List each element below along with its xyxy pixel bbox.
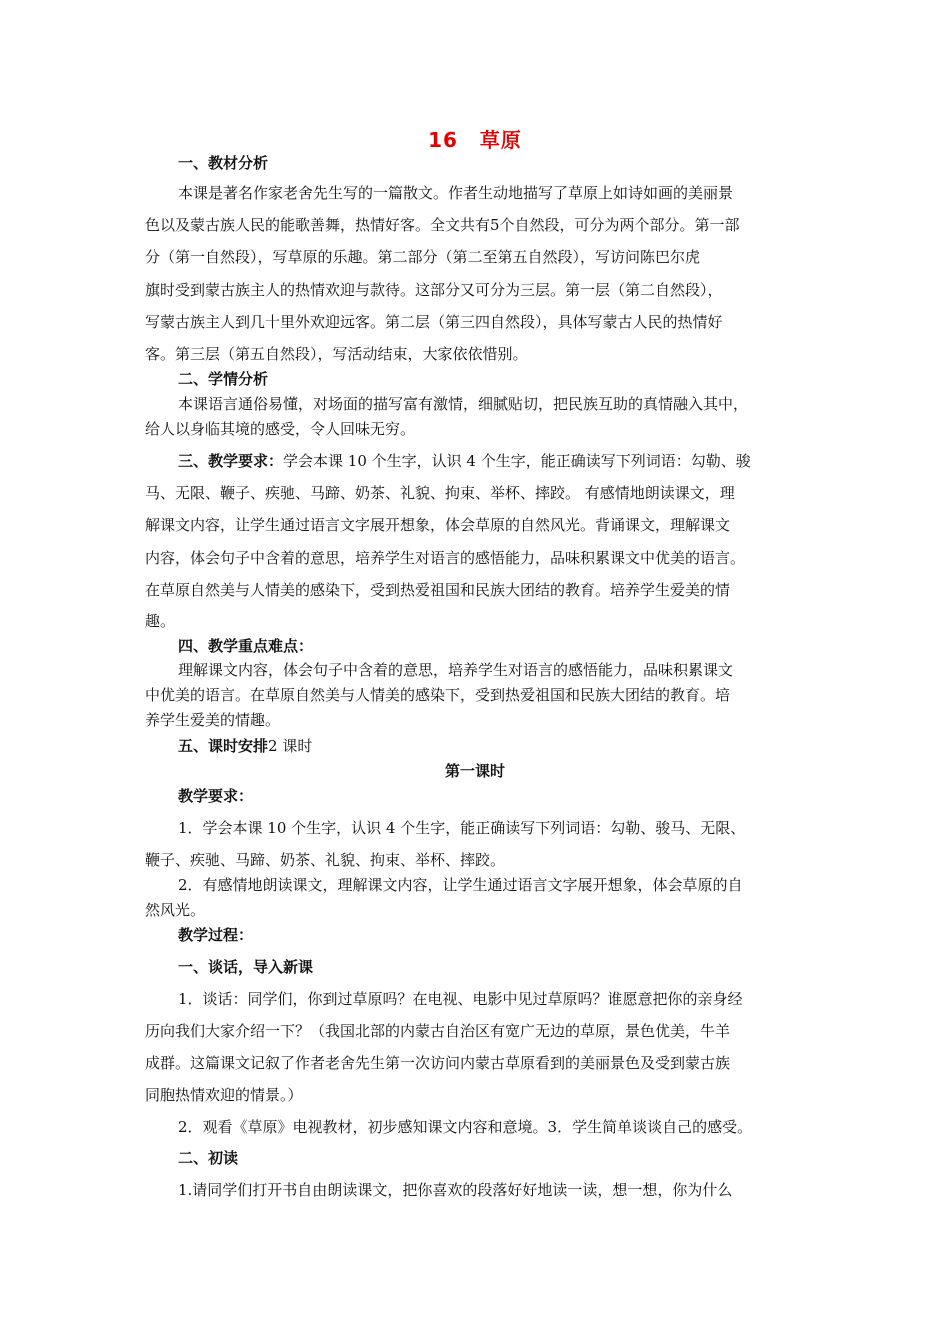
paragraph-line: 历向我们大家介绍一下？（我国北部的内蒙古自治区有宽广无边的草原，景色优美，牛羊 [145,1022,731,1040]
paragraph-line: 马、无限、鞭子、疾驰、马蹄、奶茶、礼貌、拘束、举杯、摔跤。 有感情地朗读课文，理 [145,484,735,502]
requirement-line: 然风光。 [145,901,206,919]
paragraph-line: 成群。这篇课文记叙了作者老舍先生第一次访问内蒙古草原看到的美丽景色及受到蒙古族 [145,1054,731,1072]
paragraph-line: 分（第一自然段），写草原的乐趣。第二部分（第二至第五自然段），写访问陈巴尔虎 [145,248,701,266]
paragraph-line: 养学生爱美的情趣。 [145,711,281,729]
paragraph-line: 客。第三层（第五自然段），写活动结束，大家依依惜别。 [145,345,528,363]
paragraph-line: 色以及蒙古族人民的能歌善舞，热情好客。全文共有5个自然段，可分为两个部分。第一部 [145,216,740,234]
lesson-number: 16 [428,128,458,152]
schedule-line [178,736,848,756]
process-heading: 教学过程： [178,926,254,944]
paragraph-line: 在草原自然美与人情美的感染下，受到热爱祖国和民族大团结的教育。培养学生爱美的情 [145,581,731,599]
paragraph-line: 本课语言通俗易懂，对场面的描写富有激情，细腻贴切，把民族互助的真情融入其中， [178,395,749,413]
step-heading: 一、谈话，导入新课 [178,958,314,976]
paragraph-line: 内容，体会句子中含着的意思，培养学生对语言的感悟能力，品味积累课文中优美的语言。 [145,549,746,567]
lesson-heading: 第一课时 [444,762,505,780]
paragraph-line: 1．谈话：同学们，你到过草原吗？在电视、电影中见过草原吗？谁愿意把你的亲身经 [178,990,743,1008]
page-title [0,124,950,153]
requirement-line: 2．有感情地朗读课文，理解课文内容，让学生通过语言文字展开想象，体会草原的自 [178,876,743,894]
paragraph-line: 中优美的语言。在草原自然美与人情美的感染下，受到热爱祖国和民族大团结的教育。培 [145,686,731,704]
requirement-line: 1．学会本课 10 个生字，认识 4 个生字，能正确读写下列词语：勾勒、骏马、无限、 [178,819,746,837]
section-heading-schedule: 五、课时安排 [178,737,269,755]
section-heading-textbook-analysis: 一、教材分析 [178,154,269,172]
paragraph-line: 2．观看《草原》电视教材，初步感知课文内容和意境。3．学生简单谈谈自己的感受。 [178,1118,753,1136]
requirement-line: 鞭子、疾驰、马蹄、奶茶、礼貌、拘束、举杯、摔跤。 [145,851,506,869]
paragraph-line: 解课文内容，让学生通过语言文字展开想象，体会草原的自然风光。背诵课文，理解课文 [145,516,731,534]
section-heading-key-points: 四、教学重点难点： [178,637,314,655]
paragraph-line: 1.请同学们打开书自由朗读课文，把你喜欢的段落好好地读一读，想一想，你为什么 [178,1181,733,1199]
paragraph-text: 学会本课 10 个生字，认识 4 个生字，能正确读写下列词语：勾勒、骏 [283,452,751,470]
requirements-heading: 教学要求： [178,787,254,805]
paragraph-line: 趣。 [145,612,176,630]
schedule-value: 2 课时 [268,737,313,755]
paragraph-line: 旗时受到蒙古族主人的热情欢迎与款待。这部分又可分为三层。第一层（第二自然段）， [145,281,723,299]
section-heading-student-analysis: 二、学情分析 [178,370,269,388]
paragraph-line: 给人以身临其境的感受，令人回味无穷。 [145,420,416,438]
lesson-title: 草原 [479,128,522,152]
paragraph-line: 本课是著名作家老舍先生写的一篇散文。作者生动地描写了草原上如诗如画的美丽景 [178,184,734,202]
paragraph-line: 写蒙古族主人到几十里外欢迎远客。第二层（第三四自然段），具体写蒙古人民的热情好 [145,313,723,331]
paragraph-line: 理解课文内容，体会句子中含着的意思，培养学生对语言的感悟能力，品味积累课文 [178,661,734,679]
step-heading: 二、初读 [178,1149,239,1167]
teaching-requirements-line [178,451,848,471]
section-heading-teaching-requirements: 三、教学要求： [178,452,284,470]
paragraph-line: 同胞热情欢迎的情景。） [145,1086,303,1104]
